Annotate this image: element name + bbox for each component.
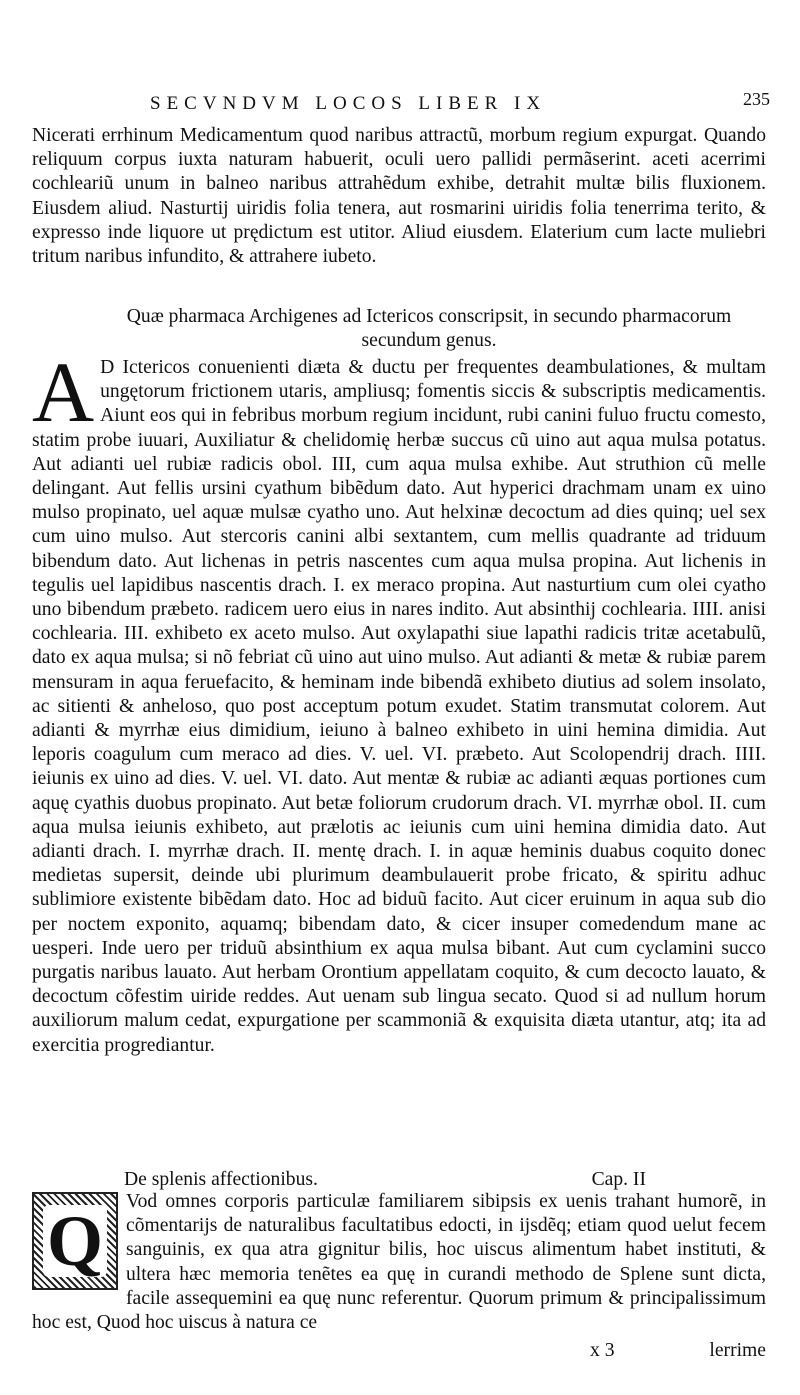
signature-mark: x 3	[590, 1340, 615, 1361]
section-heading-splenis: De splenis affectionibus.	[124, 1169, 318, 1190]
ornamental-initial-q	[32, 1192, 118, 1290]
page-number: 235	[743, 89, 770, 109]
paragraph-splene	[32, 1190, 766, 1335]
paragraph-2-text: D Ictericos conuenienti diæta & ductu per frequentes deambulationes, & multam ungętorum frictionem utaris, ampliusq; fomentis siccis & subscriptis medicamentis. Aiunt eos qui in febribus morbum regium incidunt, rubi canini fuluo fructu comesto, statim probe iuuari, Auxiliatur & chelidomię herbæ succus cũ uino aut aqua mulsa potatus. Aut adianti uel rubiæ radicis obol. III, cum aqua mulsa exhibe. Aut struthion cũ melle delingant. Aut fellis ursini cyathum bibẽdum dato. Aut hyperici drachmam unam ex uino mulso propinato, uel aquæ mulsæ cyatho uno. Aut helxinæ decoctum ad dies quinq; uel sex cum uino mulso. Aut stercoris canini albi sextantem, cum mellis quadrante ad triduum bibendum dato. Aut lichenas in petris nascentes cum aqua mulsa propina. Aut lichenis in tegulis uel lapidibus nascentis drach. I. ex meraco propina. Aut nasturtium cum olei cyatho uno bibendum præbeto. radicem uero eius in nares indito. Aut absinthij cochlearia. IIII. anisi cochlearia. III. exhibeto ex aceto mulso. Aut oxylapathi siue lapathi radicis tritæ acetabulũ, dato ex aqua mulsa; si nõ febriat cũ uino aut uino mulso. Aut adianti & metæ & rubiæ parem mensuram in aqua feruefacito, & heminam inde bibendã exhibeto diutius ad solem insolato, ac sitienti & anheloso, quo post acceptum potum exudet. Statim transmutat colorem. Aut adianti & myrrhæ eius dimidium, ieiuno à balneo exhibeto in uini hemina dimidia. Aut leporis coagulum cum meraco ad dies. V. uel. VI. præbeto. Aut Scolopendrij drach. IIII. ieiunis ex uino ad dies. V. uel. VI. dato. Aut mentæ & rubiæ ac adianti æquas portiones cum aquę cyathis duobus propinato. Aut betæ foliorum crudorum drach. VI. myrrhæ obol. II. cum aqua mulsa ieiunis exhibeto, aut prælotis ac ieiunis cum uini hemina dimidia dato. Aut adianti drach. I. myrrhæ drach. II. mentę drach. I. in aquæ heminis duabus coquito donec medietas supersit, deinde ubi plurimum deambulauerit probe fricato, & spiritu adhuc sublimiore existente bibẽdam dato. Hoc ad biduũ facito. Aut cicer eruinum in aqua sub dio per noctem exponito, aquamq; bibendam dato, & cicer insuper comedendum mane ac uesperi. Inde uero per triduũ absinthium ex aqua mulsa bibant. Aut cum cyclamini succo purgatis naribus lauato. Aut herbam Orontium appellatam coquito, & cum decocto lauato, & decoctum cõfestim uiride reddes. Aut uenam sub lingua secato. Quod si ad nullum horum auxiliorum malum cedat, expurgatione per scammoniã & exquisita diæta utantur, atq; ita ad exercitia progrediantur.	[32, 357, 766, 1056]
running-head-title: SECVNDVM LOCOS LIBER IX	[150, 93, 547, 114]
dropcap-a: A	[32, 344, 95, 440]
paragraph-ictericos	[32, 344, 766, 1058]
paragraph-1-text: Nicerati errhinum Medicamentum quod naribus attractũ, morbum regium expurgat. Quando reliquum corpus iuxta naturam habuerit, oculi uero pallidi permãserint. aceti acerrimi cochleariũ unum in balneo naribus attrahẽdum exhibe, detrahit multæ bilis fluxionem. Eiusdem aliud. Nasturtij uiridis folia tenera, aut rosmarini uiridis folia tenerrima terito, & expresso inde liquore ut prędictum est utitor. Aliud eiusdem. Elaterium cum lacte muliebri tritum naribus infundito, & attrahere iubeto.	[32, 125, 766, 268]
paragraph-3-text: Vod omnes corporis particulæ familiarem sibipsis ex uenis trahant humorẽ, in cõmentarijs de naturalibus facultatibus edocti, in ijsdẽq; etiam quod uelut fecem sanguinis, ex qua atra gignitur bilis, hoc uiscus alimentum habet instituti, & ultera hæc memoria tenẽtes ea quę in curandi methodo de Splene sunt dicta, facile assequemini ea quę nunc referentur. Quorum primum & principalissimum hoc est, Quod hoc uiscus à natura ce	[32, 1191, 766, 1334]
chapter-label: Cap. II	[591, 1169, 646, 1190]
catchword: lerrime	[709, 1340, 766, 1361]
dropcap-q: Q	[43, 1205, 107, 1277]
paragraph-errhinum	[32, 124, 766, 269]
section-heading-archigenes: Quæ pharmaca Archigenes ad Ictericos conscripsit, in secundo pharmacorum secundum genus.	[126, 306, 732, 352]
running-head	[110, 89, 770, 123]
